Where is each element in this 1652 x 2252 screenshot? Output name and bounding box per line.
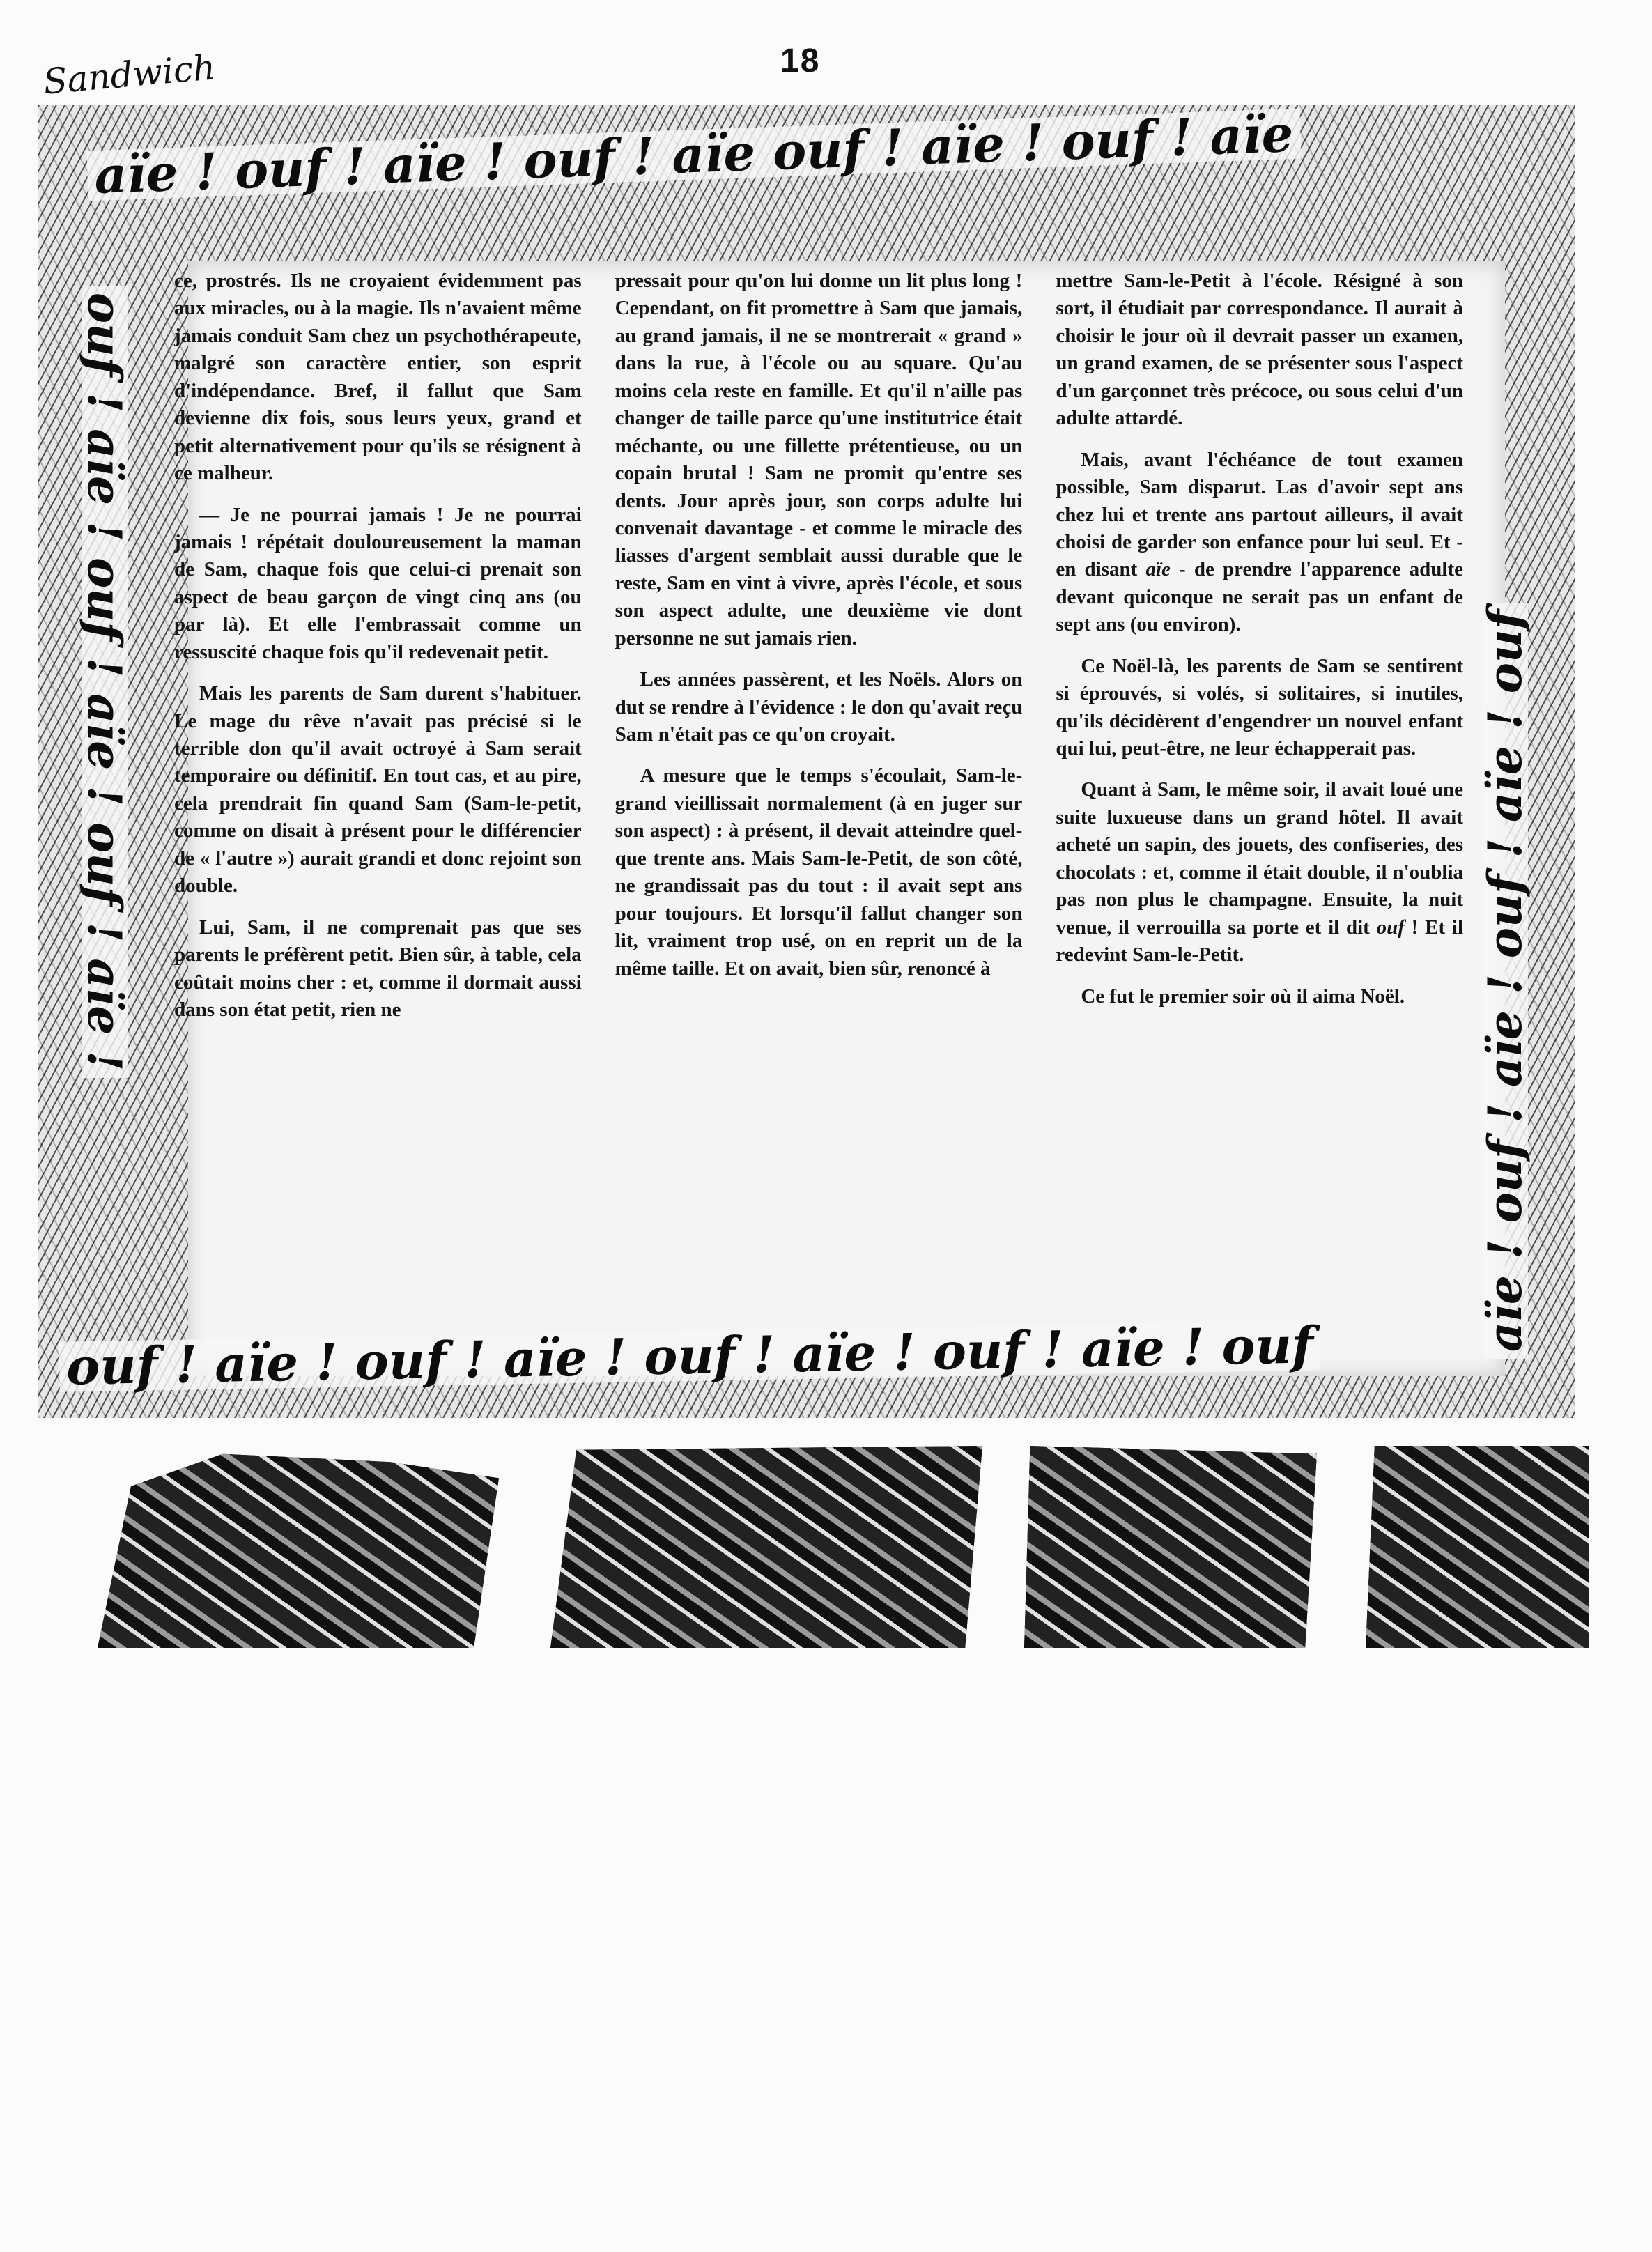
frame-text-left: ouf ! aïe ! ouf ! aïe ! ouf ! aïe ! (82, 286, 128, 1078)
paragraph (1056, 776, 1463, 969)
text-run: Quant à Sam, le même soir, il avait loué une suite luxueuse dans un grand hôtel. Il avait acheté un sapin, des jouets, des confiseries, des chocolats : et, comme il était double, il n'oublia pas non plus le champagne. Ensuite, la nuit venue, il verrouilla sa porte et il dit (1056, 778, 1464, 939)
paragraph: Les années passèrent, et les Noëls. Alors on dut se rendre à l'évidence : le don qu'avait reçu Sam n'était pas ce qu'on croyait. (615, 668, 1023, 746)
paragraph: mettre Sam-le-Petit à l'école. Résigné à son sort, il étudiait par correspondance. Il aurait à choisir le jour où il devrait passer un examen, un grand examen, de se présenter sous l'aspect d'un garçonnet très précoce, ou sous celui d'un adulte attardé. (1056, 270, 1464, 430)
text-run: - de prendre l'apparence adulte devant quiconque ne serait pas un enfant de sept ans (ou environ). (1056, 558, 1464, 636)
text-run: Mais, avant l'échéance de tout examen possible, Sam disparut. Las d'avoir sept ans chez lui et trente ans partout ailleurs, il avait choisi de garder son enfance pour lui seul. Et - en disant (1056, 448, 1464, 581)
woodcut-image (1366, 1446, 1589, 1648)
paragraph: Ce Noël-là, les parents de Sam se sentirent si éprouvés, si volés, si solitaires, si inutiles, qu'ils décidèrent d'engendrer un nouvel enfant qui lui, peut-être, ne leur échapperait pas. (1056, 654, 1464, 759)
article-column-2 (615, 268, 1023, 1264)
paragraph: Lui, Sam, il ne comprenait pas que ses parents le préfèrent petit. Bien sûr, à table, cela coûtait moins cher : et, comme il dormait aussi dans son état petit, rien ne (174, 916, 582, 1021)
frame-text-bottom: ouf ! aïe ! ouf ! aïe ! ouf ! aïe ! ouf ! aïe ! ouf (59, 1320, 1321, 1392)
woodcut-illustration-strip (98, 1446, 1589, 1648)
woodcut-image (98, 1446, 516, 1648)
woodcut-image (1024, 1446, 1317, 1648)
paragraph: pressait pour qu'on lui donne un lit plus long ! Cependant, on fit promettre à Sam que jamais, au grand jamais, il ne se montrerait « grand » dans la rue, à l'école ou au square. Qu'au moins cela reste en famille. Et qu'il n'aille pas changer de taille parce qu'une institutrice était méchante, ou une fillette prétentieuse, ou un copain brutal ! Sam ne promit qu'entre ses dents. Jour après jour, son corps adulte lui convenait davantage - et comme le miracle des liasses d'argent semblait aussi durable que le reste, Sam en vint à vivre, après l'école, et sous son aspect adulte, une deuxième vie dont personne ne sut jamais rien. (615, 270, 1023, 649)
article-column-3 (1056, 268, 1463, 1264)
section-label: Sandwich (41, 47, 217, 102)
paragraph: Ce fut le premier soir où il aima Noël. (1081, 985, 1405, 1008)
page-number: 18 (780, 43, 821, 79)
paragraph (1056, 447, 1463, 639)
article-column-1 (174, 268, 582, 1264)
paragraph: Mais les parents de Sam durent s'habituer. Le mage du rêve n'avait pas précisé si le terrible don qu'il avait octroyé à Sam serait temporaire ou définitif. En tout cas, et au pire, cela prendrait fin quand Sam (Sam-le-petit, comme on disait à présent pour le différencier de « l'autre ») aurait grandi et donc rejoint son double. (174, 682, 582, 897)
paragraph: A mesure que le temps s'écoulait, Sam-le-grand vieillissait normalement (à en juger sur son aspect) : à présent, il devait atteindre quel-que trente ans. Mais Sam-le-Petit, de son côté, ne grandissait pas du tout : il avait sept ans pour toujours. Et lorsqu'il fallut changer son lit, vraiment trop usé, on en reprit un de la même taille. Et on avait, bien sûr, renoncé à (615, 764, 1023, 980)
frame-text-top: aïe ! ouf ! aïe ! ouf ! aïe ouf ! aïe ! ouf ! aïe (86, 109, 1301, 201)
italic-word: ouf (1376, 916, 1405, 939)
text-run: ! Et il redevint Sam-le-Petit. (1056, 916, 1464, 966)
frame-text-right: aïe ! ouf ! aïe ! ouf ! aïe ! ouf (1482, 603, 1528, 1359)
article-body (174, 268, 1463, 1264)
woodcut-image (550, 1446, 982, 1648)
italic-word: aïe (1145, 558, 1171, 581)
paragraph: ce, prostrés. Ils ne croyaient évidemment pas aux miracles, ou à la magie. Ils n'avaient même jamais conduit Sam chez un psychothérapeute, malgré son caractère entier, son esprit d'indépendance. Bref, il fallut que Sam devienne dix fois, sous leurs yeux, grand et petit alternativement pour qu'ils se résignent à ce malheur. (174, 270, 582, 485)
paragraph: — Je ne pourrai jamais ! Je ne pourrai jamais ! répétait douloureusement la maman de Sam, chaque fois que celui-ci prenait son aspect de beau garçon de vingt cinq ans (ou par là). Et elle l'embrassait comme un ressuscité chaque fois qu'il redevenait petit. (174, 503, 582, 663)
